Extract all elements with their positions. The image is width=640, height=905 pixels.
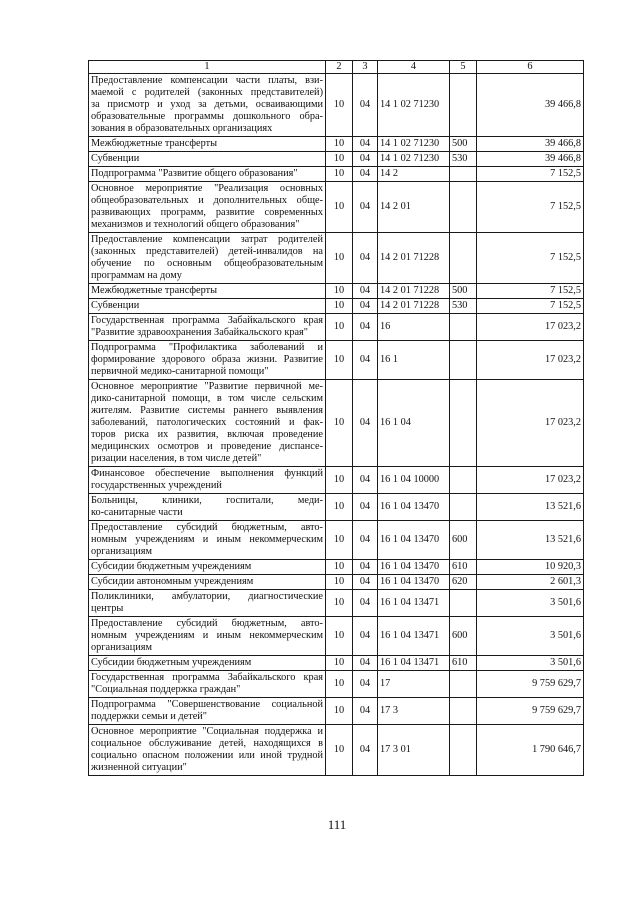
amount-cell: 13 521,6 <box>477 494 584 521</box>
section-code-cell: 10 <box>326 521 353 560</box>
item-name-line: Субсидии бюджетным учреждениям <box>91 657 252 668</box>
item-name-line: Подпрограмма "Развитие общего образования" <box>91 168 298 179</box>
item-name-line: номным учреждениям и иным некоммерческим <box>91 630 323 641</box>
item-name-line: Межбюджетные трансферты <box>91 138 218 149</box>
item-name-cell <box>89 560 326 575</box>
expense-type-cell <box>450 698 477 725</box>
section-code-cell: 10 <box>326 74 353 137</box>
item-name-line: ризации населения, в том числе детей" <box>91 453 262 464</box>
item-name-line: Предоставление субсидий бюджетным, авто- <box>91 522 323 533</box>
item-name-line: "Развитие здравоохранения Забайкальского края" <box>91 327 308 338</box>
item-name-cell <box>89 182 326 233</box>
section-code-cell: 10 <box>326 314 353 341</box>
target-article-cell: 14 1 02 71230 <box>378 137 450 152</box>
subsection-code-cell: 04 <box>353 152 378 167</box>
amount-cell: 1 790 646,7 <box>477 725 584 776</box>
column-header-2: 2 <box>326 61 353 74</box>
item-name-line: Субвенции <box>91 153 140 164</box>
column-header-3: 3 <box>353 61 378 74</box>
table-row <box>89 380 584 467</box>
amount-cell: 39 466,8 <box>477 152 584 167</box>
item-name-line: Подпрограмма "Совершенствование социальной <box>91 699 323 710</box>
section-code-cell: 10 <box>326 575 353 590</box>
header-row <box>89 61 584 74</box>
item-name-line: заболеваний, патологических состояний и фак- <box>91 417 323 428</box>
amount-cell: 7 152,5 <box>477 284 584 299</box>
amount-cell: 3 501,6 <box>477 590 584 617</box>
item-name-line: (законных представителей) детей-инвалидов на <box>91 246 323 257</box>
amount-cell: 7 152,5 <box>477 167 584 182</box>
table-row <box>89 314 584 341</box>
table-row <box>89 656 584 671</box>
target-article-cell: 16 1 04 13470 <box>378 575 450 590</box>
item-name-cell <box>89 671 326 698</box>
target-article-cell: 14 1 02 71230 <box>378 74 450 137</box>
subsection-code-cell: 04 <box>353 521 378 560</box>
item-name-line: Финансовое обеспечение выполнения функций <box>91 468 323 479</box>
section-code-cell: 10 <box>326 341 353 380</box>
expense-type-cell: 600 <box>450 521 477 560</box>
expense-type-cell <box>450 467 477 494</box>
target-article-cell: 14 2 01 <box>378 182 450 233</box>
item-name-line: Больницы, клиники, госпитали, меди- <box>91 495 323 506</box>
amount-cell: 7 152,5 <box>477 182 584 233</box>
item-name-line: обучение по основным общеобразовательным <box>91 258 323 269</box>
expense-type-cell: 500 <box>450 137 477 152</box>
subsection-code-cell: 04 <box>353 725 378 776</box>
table-row <box>89 182 584 233</box>
subsection-code-cell: 04 <box>353 74 378 137</box>
subsection-code-cell: 04 <box>353 299 378 314</box>
item-name-line: Основное мероприятие "Реализация основных <box>91 183 323 194</box>
expense-type-cell <box>450 671 477 698</box>
item-name-line: Предоставление субсидий бюджетным, авто- <box>91 618 323 629</box>
subsection-code-cell: 04 <box>353 167 378 182</box>
subsection-code-cell: 04 <box>353 617 378 656</box>
target-article-cell: 16 1 04 13471 <box>378 617 450 656</box>
item-name-cell <box>89 575 326 590</box>
target-article-cell: 16 1 04 13470 <box>378 560 450 575</box>
subsection-code-cell: 04 <box>353 341 378 380</box>
item-name-line: номным учреждениям и иным некоммерческим <box>91 534 323 545</box>
amount-cell: 39 466,8 <box>477 74 584 137</box>
item-name-cell <box>89 341 326 380</box>
section-code-cell: 10 <box>326 590 353 617</box>
target-article-cell: 14 1 02 71230 <box>378 152 450 167</box>
item-name-cell <box>89 521 326 560</box>
amount-cell: 3 501,6 <box>477 656 584 671</box>
item-name-cell <box>89 74 326 137</box>
item-name-line: первичной медико-санитарной помощи" <box>91 366 269 377</box>
amount-cell: 17 023,2 <box>477 467 584 494</box>
column-header-1: 1 <box>89 61 326 74</box>
item-name-line: организациям <box>91 546 153 557</box>
expense-type-cell: 600 <box>450 617 477 656</box>
column-header-6: 6 <box>477 61 584 74</box>
item-name-cell <box>89 380 326 467</box>
table-row <box>89 560 584 575</box>
item-name-line: маемой с родителей (законных представителей) <box>91 87 323 98</box>
table-row <box>89 137 584 152</box>
amount-cell: 17 023,2 <box>477 380 584 467</box>
table-row <box>89 725 584 776</box>
section-code-cell: 10 <box>326 467 353 494</box>
subsection-code-cell: 04 <box>353 575 378 590</box>
expense-type-cell <box>450 182 477 233</box>
table-row <box>89 74 584 137</box>
subsection-code-cell: 04 <box>353 182 378 233</box>
amount-cell: 39 466,8 <box>477 137 584 152</box>
item-name-line: социально опасном положении или иной трудной <box>91 750 323 761</box>
table-row <box>89 167 584 182</box>
column-header-5: 5 <box>450 61 477 74</box>
item-name-line: развивающих программ, развитие современных <box>91 207 323 218</box>
section-code-cell: 10 <box>326 233 353 284</box>
section-code-cell: 10 <box>326 137 353 152</box>
item-name-line: Государственная программа Забайкальского края <box>91 315 323 326</box>
table-row <box>89 152 584 167</box>
item-name-line: Субвенции <box>91 300 140 311</box>
expense-type-cell: 620 <box>450 575 477 590</box>
item-name-cell <box>89 698 326 725</box>
amount-cell: 7 152,5 <box>477 233 584 284</box>
item-name-cell <box>89 656 326 671</box>
target-article-cell: 14 2 01 71228 <box>378 284 450 299</box>
target-article-cell: 17 <box>378 671 450 698</box>
item-name-line: общеобразовательных и дополнительных обще- <box>91 195 323 206</box>
amount-cell: 13 521,6 <box>477 521 584 560</box>
page-number: 111 <box>327 817 347 832</box>
item-name-line: Межбюджетные трансферты <box>91 285 218 296</box>
section-code-cell: 10 <box>326 284 353 299</box>
section-code-cell: 10 <box>326 617 353 656</box>
expense-type-cell <box>450 725 477 776</box>
subsection-code-cell: 04 <box>353 698 378 725</box>
expense-type-cell <box>450 74 477 137</box>
subsection-code-cell: 04 <box>353 233 378 284</box>
section-code-cell: 10 <box>326 725 353 776</box>
item-name-cell <box>89 494 326 521</box>
item-name-line: организациям <box>91 642 153 653</box>
table-row <box>89 521 584 560</box>
item-name-line: жизненной ситуации" <box>91 762 187 773</box>
section-code-cell: 10 <box>326 560 353 575</box>
item-name-line: механизмов и технологий общего образования" <box>91 219 300 230</box>
item-name-cell <box>89 467 326 494</box>
expense-type-cell <box>450 494 477 521</box>
item-name-cell <box>89 314 326 341</box>
subsection-code-cell: 04 <box>353 314 378 341</box>
section-code-cell: 10 <box>326 167 353 182</box>
expense-type-cell: 530 <box>450 299 477 314</box>
item-name-cell <box>89 284 326 299</box>
item-name-cell <box>89 725 326 776</box>
item-name-cell <box>89 152 326 167</box>
section-code-cell: 10 <box>326 494 353 521</box>
item-name-line: Подпрограмма "Профилактика заболеваний и <box>91 342 323 353</box>
expense-type-cell: 610 <box>450 656 477 671</box>
item-name-line: Государственная программа Забайкальского края <box>91 672 323 683</box>
table-row <box>89 284 584 299</box>
amount-cell: 17 023,2 <box>477 314 584 341</box>
target-article-cell: 16 1 04 13471 <box>378 656 450 671</box>
item-name-line: Поликлиники, амбулатории, диагностические <box>91 591 323 602</box>
expense-type-cell <box>450 167 477 182</box>
subsection-code-cell: 04 <box>353 284 378 299</box>
expense-type-cell <box>450 341 477 380</box>
table-row <box>89 299 584 314</box>
subsection-code-cell: 04 <box>353 494 378 521</box>
expense-type-cell: 500 <box>450 284 477 299</box>
item-name-cell <box>89 299 326 314</box>
amount-cell: 2 601,3 <box>477 575 584 590</box>
subsection-code-cell: 04 <box>353 137 378 152</box>
target-article-cell: 16 1 04 13470 <box>378 521 450 560</box>
amount-cell: 7 152,5 <box>477 299 584 314</box>
amount-cell: 9 759 629,7 <box>477 671 584 698</box>
item-name-line: формирование здорового образа жизни. Развитие <box>91 354 323 365</box>
expense-type-cell: 530 <box>450 152 477 167</box>
table-row <box>89 698 584 725</box>
target-article-cell: 16 1 <box>378 341 450 380</box>
item-name-line: жителям. Развитие системы раннего выявления <box>91 405 323 416</box>
target-article-cell: 16 1 04 13471 <box>378 590 450 617</box>
item-name-line: социальное обслуживание детей, находящихся в <box>91 738 323 749</box>
budget-table-body <box>89 74 584 776</box>
target-article-cell: 17 3 <box>378 698 450 725</box>
target-article-cell: 14 2 <box>378 167 450 182</box>
section-code-cell: 10 <box>326 656 353 671</box>
table-row <box>89 671 584 698</box>
section-code-cell: 10 <box>326 698 353 725</box>
item-name-line: "Социальная поддержка граждан" <box>91 684 241 695</box>
expense-type-cell: 610 <box>450 560 477 575</box>
item-name-line: за присмотр и уход за детьми, осваивающими <box>91 99 323 110</box>
item-name-cell <box>89 167 326 182</box>
expense-type-cell <box>450 380 477 467</box>
amount-cell: 3 501,6 <box>477 617 584 656</box>
target-article-cell: 17 3 01 <box>378 725 450 776</box>
item-name-line: образовательные программы дошкольного обра- <box>91 111 323 122</box>
item-name-cell <box>89 617 326 656</box>
expense-type-cell <box>450 590 477 617</box>
item-name-line: Предоставление компенсации затрат родителей <box>91 234 323 245</box>
target-article-cell: 16 1 04 10000 <box>378 467 450 494</box>
item-name-cell <box>89 590 326 617</box>
budget-table <box>88 60 584 776</box>
item-name-line: Субсидии бюджетным учреждениям <box>91 561 252 572</box>
section-code-cell: 10 <box>326 671 353 698</box>
item-name-cell <box>89 233 326 284</box>
section-code-cell: 10 <box>326 299 353 314</box>
section-code-cell: 10 <box>326 380 353 467</box>
table-row <box>89 575 584 590</box>
item-name-line: торов риска их развития, включая проведение <box>91 429 323 440</box>
item-name-line: государственных учреждений <box>91 480 222 491</box>
target-article-cell: 14 2 01 71228 <box>378 299 450 314</box>
subsection-code-cell: 04 <box>353 590 378 617</box>
table-row <box>89 233 584 284</box>
subsection-code-cell: 04 <box>353 467 378 494</box>
item-name-line: дико-санитарной помощи, в том числе сельским <box>91 393 323 404</box>
subsection-code-cell: 04 <box>353 560 378 575</box>
table-row <box>89 617 584 656</box>
item-name-line: Основное мероприятие "Развитие первичной ме- <box>91 381 323 392</box>
item-name-line: медицинских осмотров и проведение диспансе- <box>91 441 323 452</box>
item-name-line: Предоставление компенсации части платы, взи- <box>91 75 323 86</box>
table-row <box>89 341 584 380</box>
item-name-line: Основное мероприятие "Социальная поддержка и <box>91 726 323 737</box>
table-row <box>89 467 584 494</box>
expense-type-cell <box>450 314 477 341</box>
section-code-cell: 10 <box>326 182 353 233</box>
item-name-cell <box>89 137 326 152</box>
section-code-cell: 10 <box>326 152 353 167</box>
subsection-code-cell: 04 <box>353 656 378 671</box>
expense-type-cell <box>450 233 477 284</box>
item-name-line: поддержки семьи и детей" <box>91 711 208 722</box>
amount-cell: 10 920,3 <box>477 560 584 575</box>
item-name-line: Субсидии автономным учреждениям <box>91 576 254 587</box>
item-name-line: зования в образовательных организациях <box>91 123 273 134</box>
item-name-line: ко-санитарные части <box>91 507 183 518</box>
target-article-cell: 16 1 04 13470 <box>378 494 450 521</box>
column-header-4: 4 <box>378 61 450 74</box>
amount-cell: 17 023,2 <box>477 341 584 380</box>
item-name-line: центры <box>91 603 124 614</box>
table-row <box>89 590 584 617</box>
target-article-cell: 16 1 04 <box>378 380 450 467</box>
target-article-cell: 14 2 01 71228 <box>378 233 450 284</box>
table-row <box>89 494 584 521</box>
subsection-code-cell: 04 <box>353 380 378 467</box>
target-article-cell: 16 <box>378 314 450 341</box>
amount-cell: 9 759 629,7 <box>477 698 584 725</box>
subsection-code-cell: 04 <box>353 671 378 698</box>
table-header <box>89 61 584 74</box>
item-name-line: программам на дому <box>91 270 182 281</box>
